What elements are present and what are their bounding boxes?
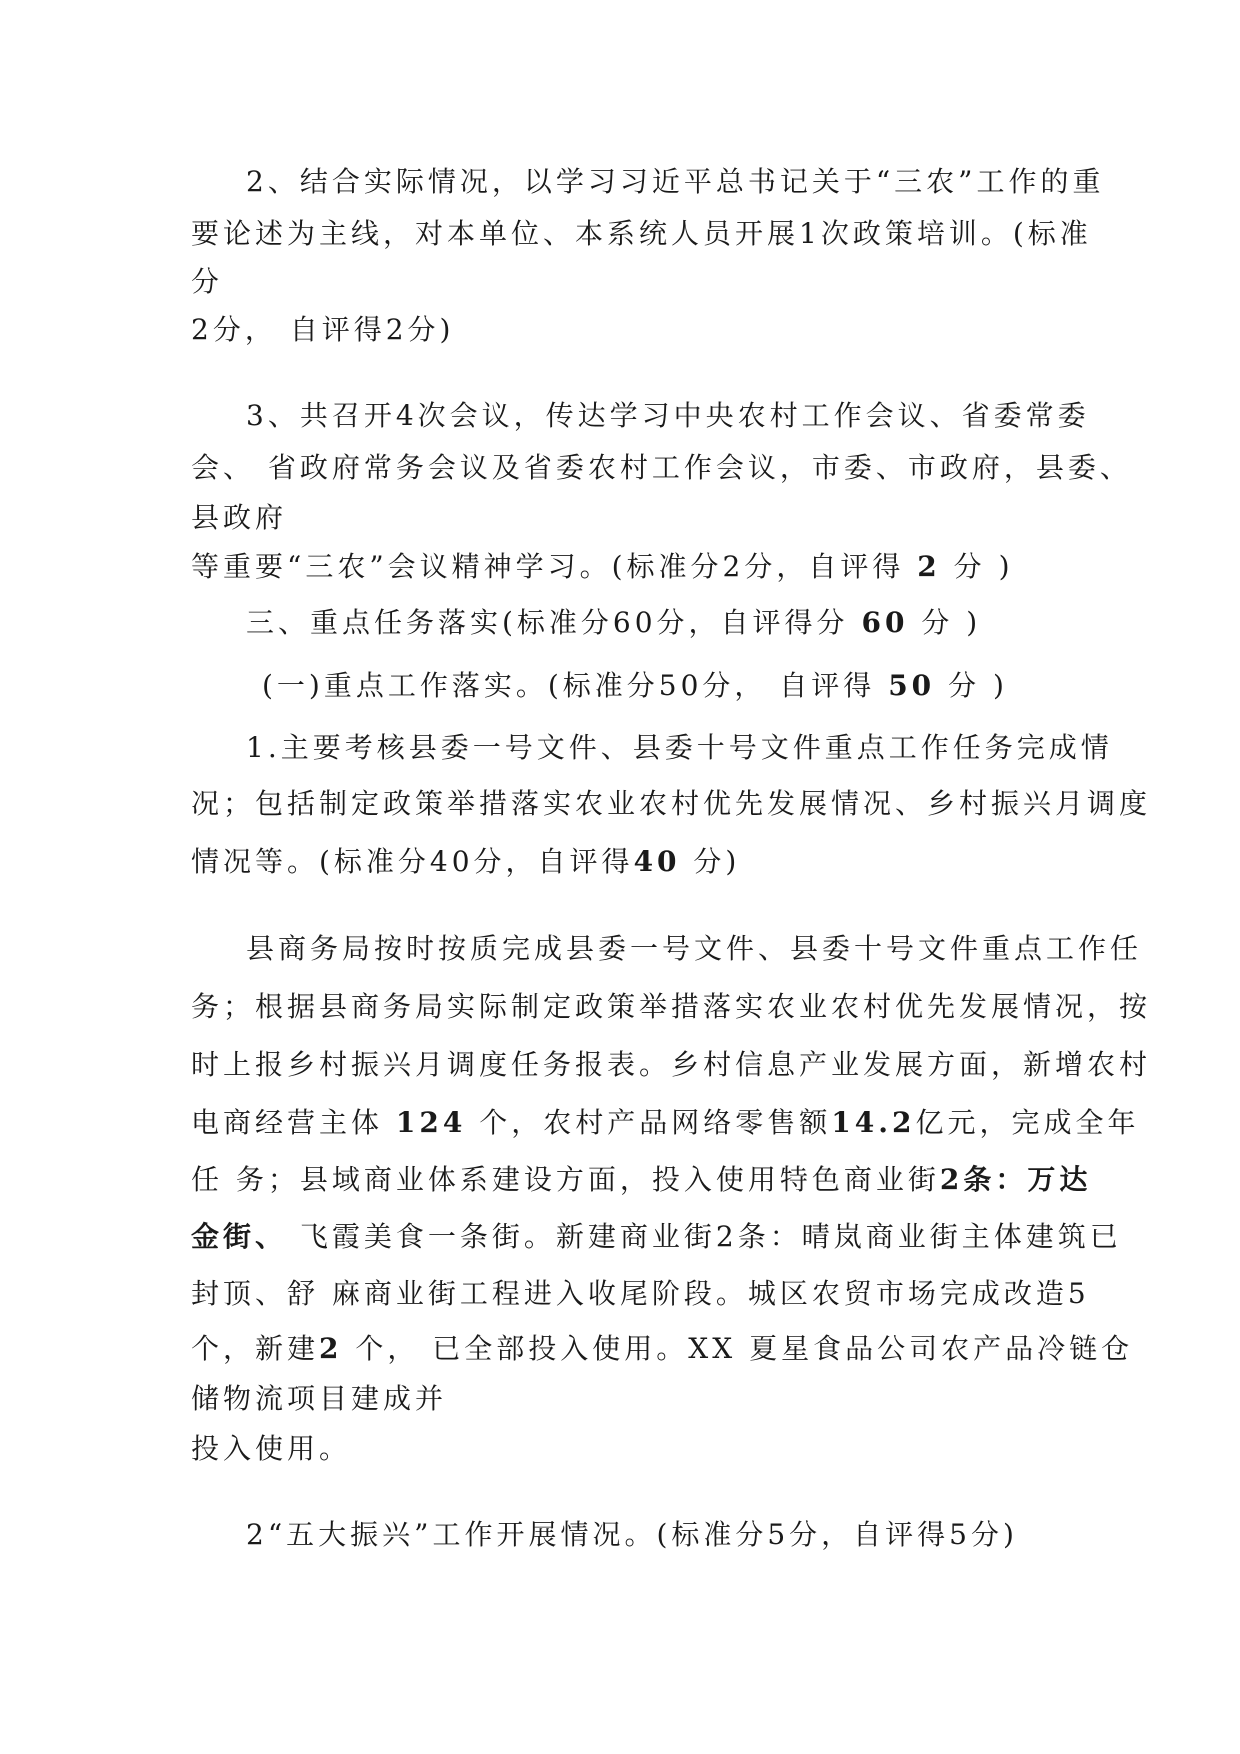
text-line: 县商务局按时按质完成县委一号文件、县委十号文件重点工作任 bbox=[246, 932, 1143, 965]
text-line: 1.主要考核县委一号文件、县委十号文件重点工作任务完成情 bbox=[246, 731, 1113, 764]
text-line: 县政府 bbox=[191, 501, 288, 534]
text-line: 个，新建2 个， 已全部投入使用。XX 夏星食品公司农产品冷链仓 bbox=[191, 1332, 1134, 1365]
text-line: 时上报乡村振兴月调度任务报表。乡村信息产业发展方面，新增农村 bbox=[191, 1048, 1152, 1081]
text-line: 况；包括制定政策举措落实农业农村优先发展情况、乡村振兴月调度 bbox=[191, 787, 1152, 820]
text-line: 电商经营主体 124 个，农村产品网络零售额14.2亿元，完成全年 bbox=[191, 1106, 1140, 1139]
text-line: 会、 省政府常务会议及省委农村工作会议，市委、市政府，县委、 bbox=[191, 451, 1132, 484]
text-line: 情况等。(标准分40分，自评得40 分) bbox=[191, 845, 741, 878]
text-line: 2、结合实际情况，以学习习近平总书记关于“三农”工作的重 bbox=[246, 165, 1105, 198]
section-heading: 三、重点任务落实(标准分60分，自评得分 60 分 ) bbox=[246, 606, 982, 639]
text-line: 2分， 自评得2分) bbox=[191, 313, 455, 346]
text-line: 封顶、舒 麻商业街工程进入收尾阶段。城区农贸市场完成改造5 bbox=[191, 1277, 1090, 1310]
text-line: 2“五大振兴”工作开展情况。(标准分5分，自评得5分) bbox=[246, 1518, 1018, 1551]
subsection-heading: (一)重点工作落实。(标准分50分， 自评得 50 分 ) bbox=[262, 669, 1008, 702]
text-line: 分 bbox=[191, 265, 224, 298]
text-line: 金街、 飞霞美食一条街。新建商业街2条：晴岚商业街主体建筑已 bbox=[191, 1220, 1122, 1253]
text-line: 要论述为主线，对本单位、本系统人员开展1次政策培训。(标准 bbox=[191, 217, 1092, 250]
text-line: 储物流项目建成并 bbox=[191, 1382, 448, 1415]
text-line: 3、共召开4次会议，传达学习中央农村工作会议、省委常委 bbox=[246, 399, 1090, 432]
text-line: 任 务；县域商业体系建设方面，投入使用特色商业街2条：万达 bbox=[191, 1163, 1092, 1196]
text-line: 投入使用。 bbox=[191, 1432, 352, 1465]
text-line: 务；根据县商务局实际制定政策举措落实农业农村优先发展情况，按 bbox=[191, 990, 1152, 1023]
text-line: 等重要“三农”会议精神学习。(标准分2分，自评得 2 分 ) bbox=[191, 550, 1014, 583]
